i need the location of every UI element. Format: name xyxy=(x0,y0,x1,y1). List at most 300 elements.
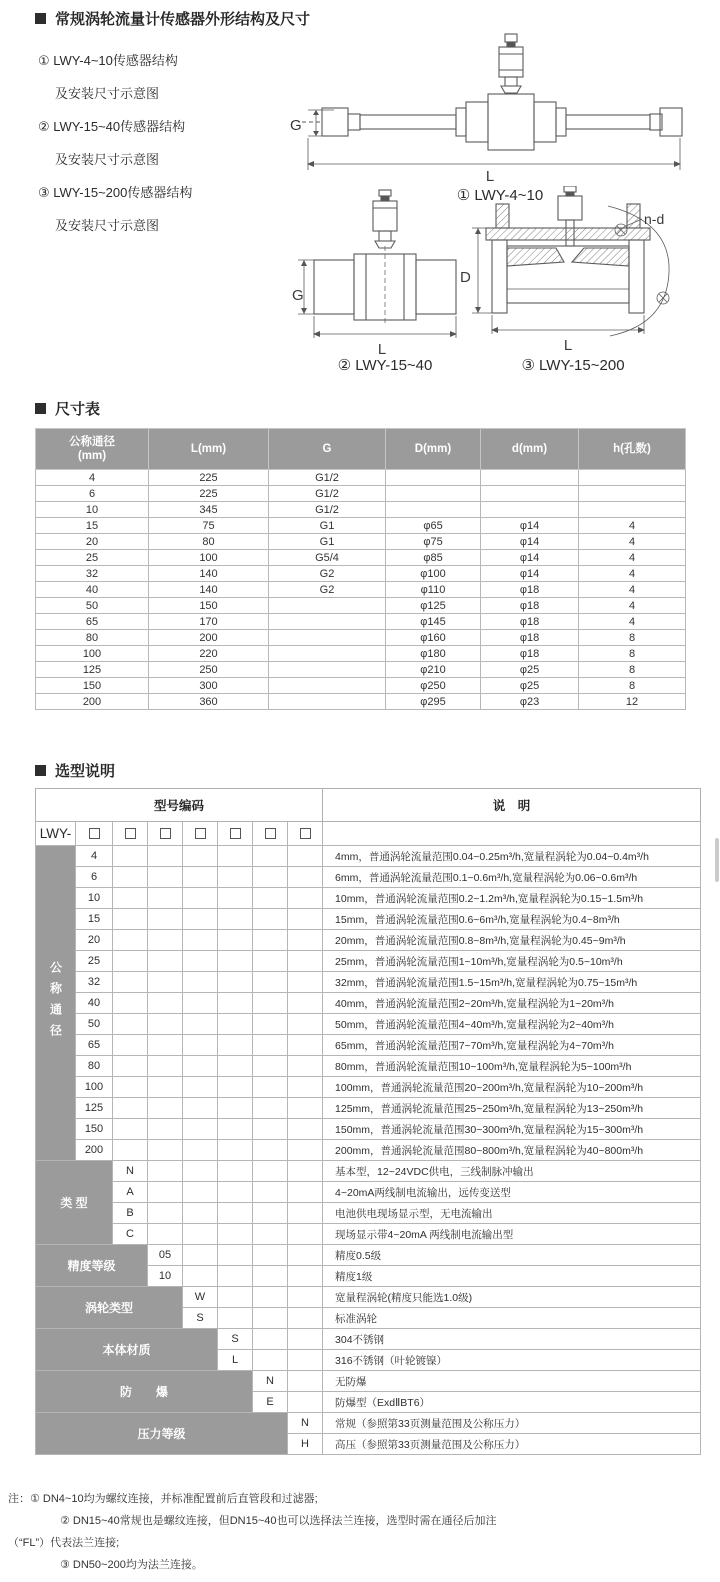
empty-cell xyxy=(148,993,183,1014)
table-cell: 6 xyxy=(36,486,149,502)
code-box xyxy=(265,828,276,839)
table-cell: 4 xyxy=(36,470,149,486)
table-cell: 250 xyxy=(149,662,269,678)
table-cell: 12 xyxy=(579,694,686,710)
empty-cell xyxy=(113,1035,148,1056)
description-cell: 常规（参照第33页测量范围及公称压力） xyxy=(323,1413,701,1434)
table-cell xyxy=(481,470,579,486)
code-cell: S xyxy=(183,1308,218,1329)
table-cell: 100 xyxy=(36,646,149,662)
empty-cell xyxy=(288,1056,323,1077)
empty-cell xyxy=(288,993,323,1014)
table-cell xyxy=(269,678,386,694)
col-header-l: L(mm) xyxy=(149,429,269,470)
empty-cell xyxy=(288,1392,323,1413)
table-cell: φ18 xyxy=(481,646,579,662)
category-label: 压力等级 xyxy=(137,1427,186,1441)
empty-cell xyxy=(113,1119,148,1140)
code-cell: 4 xyxy=(76,846,113,867)
selection-row xyxy=(36,1371,701,1392)
table-cell xyxy=(481,502,579,518)
intro-list xyxy=(38,50,192,248)
code-cell: N xyxy=(288,1413,323,1434)
empty-cell xyxy=(113,1140,148,1161)
category-accuracy xyxy=(36,1245,148,1287)
table-cell: 100 xyxy=(149,550,269,566)
table-cell: 4 xyxy=(579,614,686,630)
category-label: 涡轮类型 xyxy=(84,1301,133,1315)
empty-cell xyxy=(183,1098,218,1119)
description-cell: 精度1级 xyxy=(323,1266,701,1287)
table-cell: 225 xyxy=(149,486,269,502)
empty-cell xyxy=(113,1056,148,1077)
drawing2-caption: ② LWY-15~40 xyxy=(337,357,433,374)
dimension-table xyxy=(35,428,686,710)
code-cell: W xyxy=(183,1287,218,1308)
table-cell xyxy=(386,502,481,518)
table-cell xyxy=(269,614,386,630)
empty-cell xyxy=(253,1329,288,1350)
code-cell: 80 xyxy=(76,1056,113,1077)
empty-cell xyxy=(183,1182,218,1203)
code-cell: 200 xyxy=(76,1140,113,1161)
description-cell: 高压（参照第33页测量范围及公称压力） xyxy=(323,1434,701,1455)
description-cell: 20mm，普通涡轮流量范围0.8~8m³/h,宽量程涡轮为0.45~9m³/h xyxy=(323,930,701,951)
empty-cell xyxy=(148,1014,183,1035)
empty-cell xyxy=(253,1161,288,1182)
code-cell: 40 xyxy=(76,993,113,1014)
dim-label-l: L xyxy=(485,168,495,182)
code-cell: 50 xyxy=(76,1014,113,1035)
table-row xyxy=(36,566,686,582)
empty-cell xyxy=(218,1224,253,1245)
description-cell: 4~20mA两线制电流输出，远传变送型 xyxy=(323,1182,701,1203)
empty-cell xyxy=(148,1161,183,1182)
empty-cell xyxy=(183,1224,218,1245)
table-cell: 75 xyxy=(149,518,269,534)
section1-title xyxy=(35,8,310,29)
empty-cell xyxy=(288,1350,323,1371)
table-cell: φ75 xyxy=(386,534,481,550)
selection-row xyxy=(36,1182,701,1203)
code-box xyxy=(300,828,311,839)
table-cell: φ14 xyxy=(481,518,579,534)
table-row xyxy=(36,662,686,678)
empty-cell xyxy=(288,1161,323,1182)
note-line: （“FL”）代表法兰连接; xyxy=(8,1537,120,1549)
table-cell: 220 xyxy=(149,646,269,662)
description-cell: 现场显示带4~20mA 两线制电流输出型 xyxy=(323,1224,701,1245)
table-cell: 360 xyxy=(149,694,269,710)
selection-row xyxy=(36,1077,701,1098)
section-marker-icon xyxy=(35,403,46,414)
empty-cell xyxy=(253,1245,288,1266)
empty-cell xyxy=(113,867,148,888)
table-cell: φ100 xyxy=(386,566,481,582)
code-cell: 15 xyxy=(76,909,113,930)
description-cell: 6mm，普通涡轮流量范围0.1~0.6m³/h,宽量程涡轮为0.06~0.6m³/h xyxy=(323,867,701,888)
col-header-g: G xyxy=(269,429,386,470)
note-label: 注： xyxy=(8,1493,30,1505)
empty-cell xyxy=(218,951,253,972)
description-cell: 125mm，普通涡轮流量范围25~250m³/h,宽量程涡轮为13~250m³/h xyxy=(323,1098,701,1119)
selection-row xyxy=(36,846,701,867)
table-cell: G1/2 xyxy=(269,470,386,486)
empty-cell xyxy=(183,1056,218,1077)
model-prefix: LWY- xyxy=(36,822,76,846)
selection-row xyxy=(36,930,701,951)
empty-cell xyxy=(218,1182,253,1203)
empty-cell xyxy=(113,1077,148,1098)
table-row xyxy=(36,598,686,614)
empty-cell xyxy=(218,909,253,930)
empty-cell xyxy=(288,1329,323,1350)
empty-cell xyxy=(218,993,253,1014)
empty-cell xyxy=(183,1035,218,1056)
code-cell: 6 xyxy=(76,867,113,888)
selection-row xyxy=(36,888,701,909)
empty-cell xyxy=(288,846,323,867)
section1-title-text: 常规涡轮流量计传感器外形结构及尺寸 xyxy=(55,11,311,28)
empty-cell xyxy=(148,1077,183,1098)
table-cell: φ25 xyxy=(481,662,579,678)
selection-row xyxy=(36,1245,701,1266)
selection-row xyxy=(36,867,701,888)
description-cell: 标准涡轮 xyxy=(323,1308,701,1329)
empty-cell xyxy=(218,1161,253,1182)
description-cell: 基本型，12~24VDC供电，三线制脉冲输出 xyxy=(323,1161,701,1182)
empty-cell xyxy=(253,1224,288,1245)
code-box xyxy=(160,828,171,839)
code-cell: 32 xyxy=(76,972,113,993)
empty-cell xyxy=(288,1077,323,1098)
empty-cell xyxy=(253,867,288,888)
table-row xyxy=(36,694,686,710)
notes xyxy=(8,1488,708,1576)
section3-title xyxy=(35,760,115,781)
table-cell: φ145 xyxy=(386,614,481,630)
table-cell: 150 xyxy=(36,678,149,694)
code-cell: 150 xyxy=(76,1119,113,1140)
empty-cell xyxy=(288,1203,323,1224)
table-cell: 50 xyxy=(36,598,149,614)
table-cell: φ125 xyxy=(386,598,481,614)
table-cell: 32 xyxy=(36,566,149,582)
code-cell: 100 xyxy=(76,1077,113,1098)
empty-cell xyxy=(253,1098,288,1119)
table-cell xyxy=(579,486,686,502)
empty-cell xyxy=(218,846,253,867)
selection-row xyxy=(36,951,701,972)
table-cell: φ14 xyxy=(481,566,579,582)
table-cell: 150 xyxy=(149,598,269,614)
empty-cell xyxy=(148,867,183,888)
empty-cell xyxy=(253,1056,288,1077)
empty-cell xyxy=(253,846,288,867)
empty-cell xyxy=(288,888,323,909)
dim-label-l: L xyxy=(563,337,573,354)
empty-cell xyxy=(218,1308,253,1329)
empty-cell xyxy=(253,1035,288,1056)
table-row xyxy=(36,582,686,598)
empty-cell xyxy=(288,1224,323,1245)
empty-cell xyxy=(183,909,218,930)
selection-row xyxy=(36,993,701,1014)
table-cell xyxy=(269,694,386,710)
empty-cell xyxy=(113,993,148,1014)
table-cell: 4 xyxy=(579,518,686,534)
empty-cell xyxy=(218,1266,253,1287)
table-cell: 345 xyxy=(149,502,269,518)
table-cell: 4 xyxy=(579,566,686,582)
code-cell: 20 xyxy=(76,930,113,951)
selection-row xyxy=(36,1413,701,1434)
empty-cell xyxy=(288,1308,323,1329)
category-label: 防 爆 xyxy=(119,1385,168,1399)
empty-cell xyxy=(148,1098,183,1119)
table-row xyxy=(36,502,686,518)
intro-line: 及安装尺寸示意图 xyxy=(55,86,160,101)
description-cell: 15mm，普通涡轮流量范围0.6~6m³/h,宽量程涡轮为0.4~8m³/h xyxy=(323,909,701,930)
empty-cell xyxy=(253,1077,288,1098)
empty-cell xyxy=(253,1350,288,1371)
table-cell: 8 xyxy=(579,662,686,678)
code-cell: A xyxy=(113,1182,148,1203)
empty-cell xyxy=(253,993,288,1014)
section-marker-icon xyxy=(35,765,46,776)
table-cell: φ250 xyxy=(386,678,481,694)
table-row xyxy=(36,470,686,486)
table-cell: 8 xyxy=(579,646,686,662)
empty-cell xyxy=(218,1287,253,1308)
sensor-drawing-lwy-4-10 xyxy=(288,30,683,182)
description-cell: 100mm，普通涡轮流量范围20~200m³/h,宽量程涡轮为10~200m³/h xyxy=(323,1077,701,1098)
table-cell: φ18 xyxy=(481,630,579,646)
empty-cell xyxy=(218,1014,253,1035)
table-row xyxy=(36,646,686,662)
empty-cell xyxy=(253,1287,288,1308)
empty-cell xyxy=(253,888,288,909)
sensor-drawing-lwy-15-40 xyxy=(292,188,472,356)
empty-cell xyxy=(288,1098,323,1119)
table-row xyxy=(36,678,686,694)
selection-row xyxy=(36,1203,701,1224)
col-header-d-big: D(mm) xyxy=(386,429,481,470)
empty-cell xyxy=(253,1203,288,1224)
empty-cell xyxy=(288,909,323,930)
section2-title xyxy=(35,398,100,419)
table-row xyxy=(36,518,686,534)
selection-row xyxy=(36,1035,701,1056)
empty-cell xyxy=(183,951,218,972)
note-line xyxy=(8,1488,708,1510)
description-cell: 150mm，普通涡轮流量范围30~300m³/h,宽量程涡轮为15~300m³/h xyxy=(323,1119,701,1140)
table-row xyxy=(36,614,686,630)
category-body-material xyxy=(36,1329,218,1371)
table-cell: 140 xyxy=(149,582,269,598)
scrollbar-thumb[interactable] xyxy=(715,838,719,882)
selection-row xyxy=(36,1224,701,1245)
table-cell xyxy=(269,646,386,662)
empty-cell xyxy=(288,1119,323,1140)
empty-cell xyxy=(148,888,183,909)
empty-cell xyxy=(288,1266,323,1287)
empty-cell xyxy=(148,846,183,867)
empty-cell xyxy=(218,1056,253,1077)
empty-cell xyxy=(183,846,218,867)
description-cell: 200mm，普通涡轮流量范围80~800m³/h,宽量程涡轮为40~800m³/h xyxy=(323,1140,701,1161)
category-label: 本体材质 xyxy=(102,1343,151,1357)
empty-cell xyxy=(183,1245,218,1266)
empty-cell xyxy=(113,1014,148,1035)
empty-cell xyxy=(218,1077,253,1098)
empty-cell xyxy=(253,1308,288,1329)
description-cell: 65mm，普通涡轮流量范围7~70m³/h,宽量程涡轮为4~70m³/h xyxy=(323,1035,701,1056)
code-box-cell xyxy=(148,822,183,846)
code-cell: N xyxy=(253,1371,288,1392)
empty-cell xyxy=(148,1203,183,1224)
selection-row xyxy=(36,1329,701,1350)
empty-cell xyxy=(113,846,148,867)
empty-cell xyxy=(113,888,148,909)
intro-line: 及安装尺寸示意图 xyxy=(55,152,160,167)
empty-cell xyxy=(113,909,148,930)
table-cell: 80 xyxy=(149,534,269,550)
empty-cell xyxy=(183,930,218,951)
empty-cell xyxy=(148,909,183,930)
empty-cell xyxy=(323,822,701,846)
table-cell: 4 xyxy=(579,534,686,550)
code-box-cell xyxy=(288,822,323,846)
table-cell: φ160 xyxy=(386,630,481,646)
description-cell: 防爆型（ExdⅡBT6） xyxy=(323,1392,701,1413)
code-cell: 125 xyxy=(76,1098,113,1119)
selection-row xyxy=(36,972,701,993)
dim-label-d: D xyxy=(460,269,471,286)
table-cell: G1/2 xyxy=(269,502,386,518)
table-cell: 225 xyxy=(149,470,269,486)
table-cell xyxy=(579,502,686,518)
empty-cell xyxy=(218,930,253,951)
model-prefix-row xyxy=(36,822,701,846)
code-cell: S xyxy=(218,1329,253,1350)
table-row xyxy=(36,630,686,646)
table-cell: φ18 xyxy=(481,614,579,630)
empty-cell xyxy=(183,993,218,1014)
empty-cell xyxy=(218,867,253,888)
col-header-h: h(孔数) xyxy=(579,429,686,470)
empty-cell xyxy=(148,1035,183,1056)
table-cell xyxy=(386,470,481,486)
col-header-dn: 公称通径 (mm) xyxy=(36,429,149,470)
empty-cell xyxy=(288,951,323,972)
dim-label-g: G xyxy=(292,287,304,304)
empty-cell xyxy=(288,1182,323,1203)
table-cell: G2 xyxy=(269,566,386,582)
table-cell: φ25 xyxy=(481,678,579,694)
table-cell: G5/4 xyxy=(269,550,386,566)
empty-cell xyxy=(183,1077,218,1098)
empty-cell xyxy=(218,972,253,993)
section2-title-text: 尺寸表 xyxy=(55,401,101,418)
table-cell: 4 xyxy=(579,550,686,566)
empty-cell xyxy=(113,1098,148,1119)
code-cell: 65 xyxy=(76,1035,113,1056)
code-cell: C xyxy=(113,1224,148,1245)
table-cell: 170 xyxy=(149,614,269,630)
selection-header-row xyxy=(36,789,701,822)
empty-cell xyxy=(148,1224,183,1245)
model-code-header: 型号编码 xyxy=(36,789,323,822)
table-cell: φ85 xyxy=(386,550,481,566)
empty-cell xyxy=(288,930,323,951)
code-cell: 05 xyxy=(148,1245,183,1266)
table-cell: 25 xyxy=(36,550,149,566)
table-row xyxy=(36,550,686,566)
empty-cell xyxy=(218,1140,253,1161)
code-box xyxy=(89,828,100,839)
table-cell: 15 xyxy=(36,518,149,534)
table-cell: φ18 xyxy=(481,582,579,598)
intro-line: ③ LWY-15~200传感器结构 xyxy=(38,185,193,200)
selection-row xyxy=(36,1140,701,1161)
description-cell: 80mm，普通涡轮流量范围10~100m³/h,宽量程涡轮为5~100m³/h xyxy=(323,1056,701,1077)
empty-cell xyxy=(183,972,218,993)
category-turbine-type xyxy=(36,1287,183,1329)
table-cell: φ295 xyxy=(386,694,481,710)
category-label: 精度等级 xyxy=(67,1259,116,1273)
empty-cell xyxy=(288,1140,323,1161)
empty-cell xyxy=(253,1266,288,1287)
description-cell: 4mm，普通涡轮流量范围0.04~0.25m³/h,宽量程涡轮为0.04~0.4m³/h xyxy=(323,846,701,867)
selection-row xyxy=(36,1014,701,1035)
description-cell: 无防爆 xyxy=(323,1371,701,1392)
table-cell: φ65 xyxy=(386,518,481,534)
sensor-drawing-lwy-15-200 xyxy=(458,186,686,358)
table-cell: G2 xyxy=(269,582,386,598)
intro-line: ① LWY-4~10传感器结构 xyxy=(38,53,178,68)
selection-table xyxy=(35,788,701,1455)
empty-cell xyxy=(288,1287,323,1308)
dim-label-l: L xyxy=(377,341,387,356)
empty-cell xyxy=(288,1245,323,1266)
table-cell: φ14 xyxy=(481,550,579,566)
description-cell: 10mm，普通涡轮流量范围0.2~1.2m³/h,宽量程涡轮为0.15~1.5m³/h xyxy=(323,888,701,909)
table-cell: φ18 xyxy=(481,598,579,614)
table-cell xyxy=(269,630,386,646)
table-cell xyxy=(386,486,481,502)
empty-cell xyxy=(148,972,183,993)
empty-cell xyxy=(148,930,183,951)
empty-cell xyxy=(113,930,148,951)
table-cell: 8 xyxy=(579,630,686,646)
col-header-d-small: d(mm) xyxy=(481,429,579,470)
code-cell: H xyxy=(288,1434,323,1455)
empty-cell xyxy=(183,1266,218,1287)
category-label: 公称通径 xyxy=(48,961,63,1045)
code-box-cell xyxy=(218,822,253,846)
description-cell: 宽量程涡轮(精度只能选1.0级) xyxy=(323,1287,701,1308)
description-cell: 25mm，普通涡轮流量范围1~10m³/h,宽量程涡轮为0.5~10m³/h xyxy=(323,951,701,972)
empty-cell xyxy=(218,1119,253,1140)
table-cell: φ180 xyxy=(386,646,481,662)
note-text: ① DN4~10均为螺纹连接，并标准配置前后直管段和过滤器; xyxy=(30,1493,318,1505)
table-cell: 10 xyxy=(36,502,149,518)
code-cell: N xyxy=(113,1161,148,1182)
drawing1-caption: ① LWY-4~10 xyxy=(456,187,544,204)
table-cell: φ210 xyxy=(386,662,481,678)
table-cell: 65 xyxy=(36,614,149,630)
